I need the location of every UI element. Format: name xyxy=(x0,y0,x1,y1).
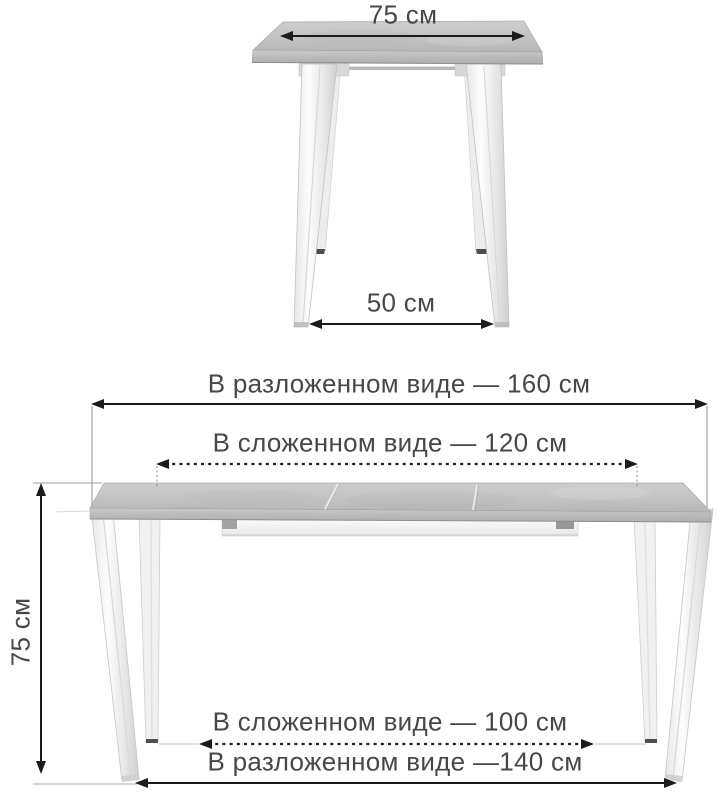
label-unfolded-width: В разложенном виде — 160 см xyxy=(207,368,591,399)
front-right-foot xyxy=(495,322,509,327)
front-left-foot xyxy=(294,322,308,327)
label-folded-width: В сложенном виде — 120 см xyxy=(212,427,568,458)
far-right-foot xyxy=(645,739,657,743)
front-view-table xyxy=(90,483,713,782)
tabletop-edge xyxy=(252,50,543,64)
arrowhead-up-icon xyxy=(36,483,46,496)
arrowhead-right-icon xyxy=(625,459,638,469)
far-left-foot xyxy=(146,739,158,743)
dimension-arrow-unfolded-feet xyxy=(135,778,677,788)
arrowhead-left-icon xyxy=(91,399,104,409)
label-folded-feet: В сложенном виде — 100 см xyxy=(212,706,568,737)
label-unfolded-feet: В разложенном виде —140 см xyxy=(207,746,583,777)
arrowhead-left-icon xyxy=(309,319,322,329)
arrowhead-right-icon xyxy=(481,319,494,329)
apron-fitting-left xyxy=(222,520,237,529)
arrowhead-down-icon xyxy=(36,761,46,774)
label-feet-width: 50 см xyxy=(366,287,436,318)
arrowhead-left-icon xyxy=(156,459,169,469)
arrowhead-right-icon xyxy=(581,739,594,749)
dimension-arrow-feet-width xyxy=(309,319,494,329)
top-view-table xyxy=(252,21,543,327)
arrowhead-right-icon xyxy=(695,399,708,409)
label-height: 75 см xyxy=(5,597,36,667)
label-top-width: 75 см xyxy=(368,0,438,30)
